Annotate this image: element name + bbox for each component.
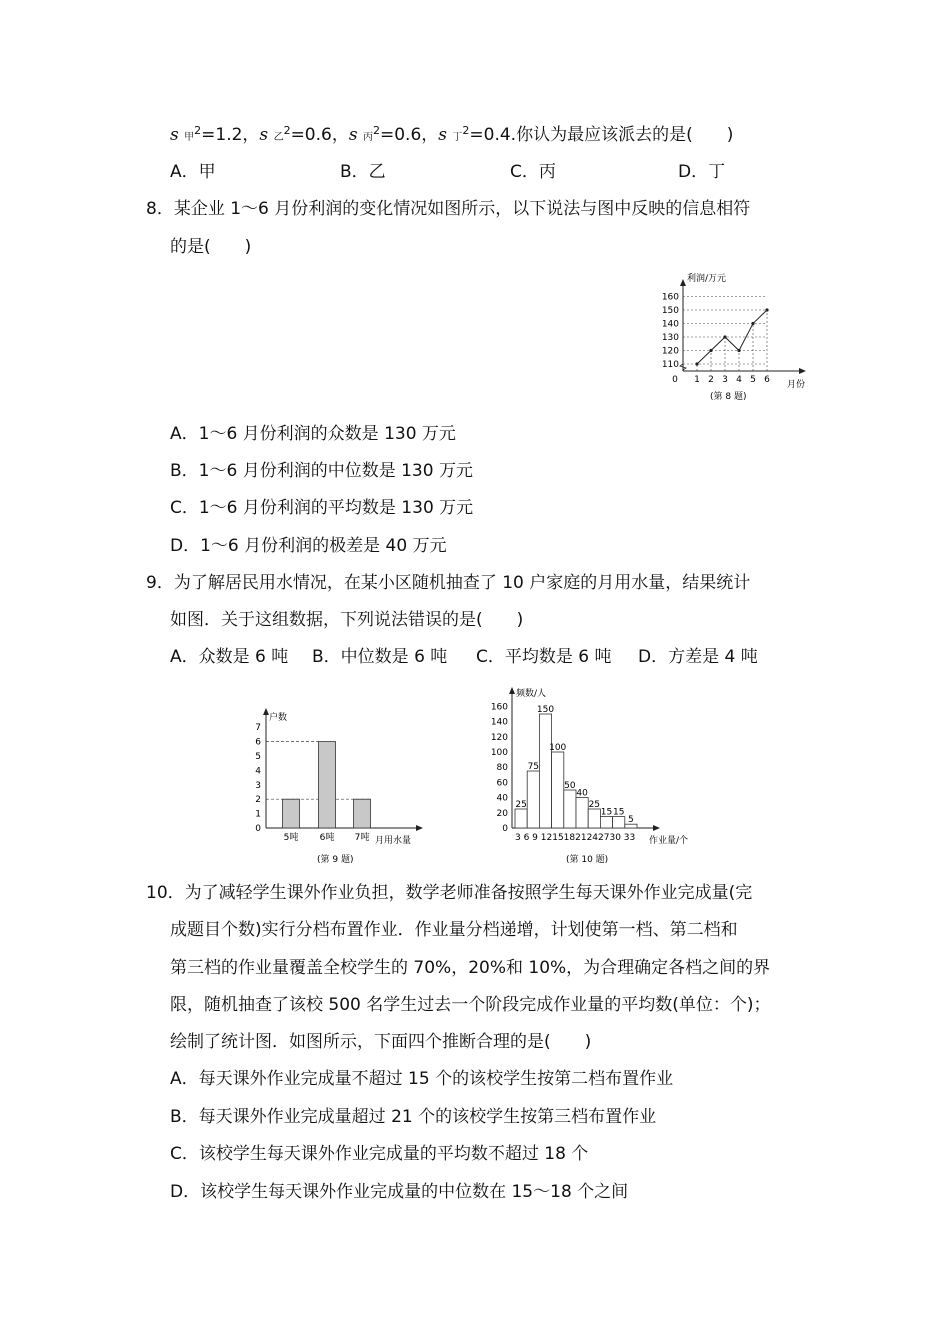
x-tick-label: 1 bbox=[694, 375, 700, 385]
y-tick-label: 140 bbox=[490, 717, 508, 728]
q10-stem-line5: 绘制了统计图．如图所示，下面四个推断合理的是( ) bbox=[170, 1032, 592, 1052]
value: =0.6， bbox=[379, 125, 439, 145]
y-tick-label: 2 bbox=[255, 795, 261, 806]
y-tick-label: 150 bbox=[661, 306, 679, 316]
q9-option-a[interactable]: A．众数是 6 吨 bbox=[170, 647, 289, 667]
superscript: 2 bbox=[372, 124, 380, 137]
value: =1.2， bbox=[201, 125, 260, 145]
y-tick-label: 140 bbox=[661, 319, 679, 330]
y-tick-label: 120 bbox=[490, 732, 508, 743]
x-axis-arrow bbox=[653, 825, 660, 831]
y-tick-label: 0 bbox=[502, 824, 508, 834]
histogram-bar bbox=[600, 817, 612, 828]
q10-stem-line1: 10．为了减轻学生课外作业负担，数学老师准备按照学生每天课外作业完成量(完 bbox=[146, 883, 753, 903]
bar-value-label: 25 bbox=[588, 800, 601, 810]
histogram-bar bbox=[613, 817, 625, 828]
q10-stem-line3: 第三档的作业量覆盖全校学生的 70%，20%和 10%，为合理确定各档之间的界 bbox=[170, 958, 771, 978]
q9-stem-line1: 9．为了解居民用水情况，在某小区随机抽查了 10 户家庭的月用水量，结果统计 bbox=[146, 573, 751, 593]
s-symbol: s bbox=[170, 125, 179, 145]
chart8-gridlines bbox=[683, 297, 767, 372]
q10-stem-line2: 成题目个数)实行分档布置作业．作业量分档递增，计划使第一档、第二档和 bbox=[170, 920, 738, 940]
q9-option-d[interactable]: D．方差是 4 吨 bbox=[638, 647, 758, 667]
histogram-bar bbox=[515, 809, 527, 828]
y-tick-label: 7 bbox=[255, 723, 261, 734]
y-tick-label: 6 bbox=[255, 737, 261, 748]
x-axis-label: 作业量/个 bbox=[649, 836, 689, 846]
y-tick-label: 60 bbox=[496, 778, 508, 789]
x-axis-arrow bbox=[799, 368, 806, 374]
q7-option-b[interactable]: B．乙 bbox=[340, 162, 386, 182]
y-axis-label: 频数/人 bbox=[516, 689, 547, 699]
x-axis-arrow bbox=[416, 825, 423, 831]
y-tick-label: 120 bbox=[661, 346, 679, 357]
q9-option-b[interactable]: B．中位数是 6 吨 bbox=[312, 647, 448, 667]
histogram-bar bbox=[588, 809, 600, 828]
bar-value-label: 25 bbox=[515, 800, 527, 810]
bar-value-label: 5 bbox=[628, 815, 634, 826]
bar-value-label: 100 bbox=[549, 743, 567, 753]
q10-histogram bbox=[478, 683, 708, 870]
x-tick-label: 3 bbox=[722, 375, 728, 385]
y-tick-label: 0 bbox=[255, 824, 261, 834]
y-tick-label: 160 bbox=[490, 702, 508, 713]
bar-value-label: 150 bbox=[536, 705, 555, 715]
subscript: 乙 bbox=[273, 132, 284, 143]
bar-value-label: 50 bbox=[564, 781, 576, 791]
q7-option-c[interactable]: C．丙 bbox=[510, 162, 556, 182]
q9-stem-line2: 如图．关于这组数据，下列说法错误的是( ) bbox=[170, 610, 524, 630]
histogram-bar bbox=[564, 790, 576, 828]
chart-caption: (第 9 题) bbox=[317, 855, 354, 865]
data-point bbox=[765, 308, 768, 311]
y-axis-arrow bbox=[680, 279, 686, 286]
q7-option-d[interactable]: D．丁 bbox=[678, 162, 726, 182]
bar-value-label: 15 bbox=[612, 807, 625, 818]
q8-option-d[interactable]: D．1～6 月份利润的极差是 40 万元 bbox=[170, 536, 447, 556]
q8-stem-line2: 的是( ) bbox=[170, 237, 252, 257]
data-point bbox=[723, 335, 726, 338]
q10-option-a[interactable]: A．每天课外作业完成量不超过 15 个的该校学生按第二档布置作业 bbox=[170, 1069, 674, 1089]
value: =0.6， bbox=[290, 125, 349, 145]
y-tick-label: 160 bbox=[661, 292, 679, 303]
y-axis-label: 利润/万元 bbox=[687, 274, 727, 284]
y-tick-label: 100 bbox=[490, 748, 508, 758]
subscript: 丁 bbox=[452, 132, 463, 143]
histogram-bar bbox=[576, 798, 588, 828]
value: =0.4.你认为最应该派去的是( ) bbox=[469, 125, 734, 145]
s-symbol: s bbox=[438, 125, 447, 145]
y-axis-arrow bbox=[509, 687, 515, 694]
superscript: 2 bbox=[194, 124, 202, 137]
x-tick-label: 5 bbox=[750, 375, 756, 385]
histogram-bar bbox=[552, 752, 564, 828]
q10-option-c[interactable]: C．该校学生每天课外作业完成量的平均数不超过 18 个 bbox=[170, 1144, 589, 1164]
x-axis-label: 月用水量 bbox=[375, 836, 412, 846]
x-tick-label: 0 bbox=[672, 375, 678, 385]
x-tick-label: 5吨 bbox=[283, 833, 299, 843]
q8-option-c[interactable]: C．1～6 月份利润的平均数是 130 万元 bbox=[170, 498, 474, 518]
y-tick-label: 80 bbox=[496, 763, 508, 774]
data-point bbox=[751, 322, 754, 325]
q10-option-b[interactable]: B．每天课外作业完成量超过 21 个的该校学生按第三档布置作业 bbox=[170, 1107, 657, 1127]
q7-variance-line bbox=[170, 124, 733, 149]
data-point bbox=[695, 362, 698, 365]
q7-option-a[interactable]: A．甲 bbox=[170, 162, 216, 182]
q10-option-d[interactable]: D．该校学生每天课外作业完成量的中位数在 15～18 个之间 bbox=[170, 1182, 629, 1202]
y-tick-label: 110 bbox=[661, 360, 679, 370]
chart-caption: (第 10 题) bbox=[566, 855, 609, 865]
subscript: 甲 bbox=[184, 132, 195, 143]
chart-caption: (第 8 题) bbox=[710, 392, 747, 402]
subscript: 丙 bbox=[362, 132, 373, 143]
x-tick-labels: 3 6 9 12151821242730 33 bbox=[515, 833, 636, 843]
x-axis-label: 月份 bbox=[787, 380, 806, 390]
y-tick-label: 5 bbox=[255, 752, 261, 762]
histogram-bar bbox=[527, 771, 539, 828]
q8-stem-line1: 8．某企业 1～6 月份利润的变化情况如图所示，以下说法与图中反映的信息相符 bbox=[146, 199, 751, 219]
superscript: 2 bbox=[462, 124, 470, 137]
superscript: 2 bbox=[283, 124, 291, 137]
data-point bbox=[737, 349, 740, 352]
y-tick-label: 4 bbox=[255, 766, 261, 777]
y-tick-label: 20 bbox=[496, 808, 508, 819]
s-symbol: s bbox=[348, 125, 358, 145]
x-tick-label: 6 bbox=[764, 375, 770, 385]
histogram-bar bbox=[539, 714, 551, 828]
y-tick-label: 40 bbox=[496, 793, 508, 804]
data-point bbox=[709, 349, 712, 352]
y-axis-label: 户数 bbox=[269, 713, 288, 723]
bar bbox=[354, 799, 371, 828]
x-tick-label: 4 bbox=[736, 375, 742, 385]
q8-option-b[interactable]: B．1～6 月份利润的中位数是 130 万元 bbox=[170, 461, 473, 481]
q9-bar-chart bbox=[245, 700, 435, 870]
x-tick-label: 7吨 bbox=[354, 833, 370, 843]
x-tick-label: 6吨 bbox=[319, 833, 335, 843]
y-tick-label: 1 bbox=[255, 809, 261, 820]
q10-stem-line4: 限，随机抽查了该校 500 名学生过去一个阶段完成作业量的平均数(单位：个)； bbox=[170, 995, 771, 1015]
q8-line-chart bbox=[650, 265, 820, 410]
y-tick-label: 3 bbox=[255, 780, 261, 791]
q8-option-a[interactable]: A．1～6 月份利润的众数是 130 万元 bbox=[170, 424, 456, 444]
y-tick-label: 130 bbox=[661, 333, 679, 343]
bar bbox=[283, 799, 300, 828]
bar-value-label: 15 bbox=[600, 807, 613, 818]
bar bbox=[319, 742, 336, 828]
bar-value-label: 75 bbox=[527, 762, 540, 772]
x-tick-label: 2 bbox=[708, 375, 714, 385]
bar-value-label: 40 bbox=[576, 788, 588, 799]
s-symbol: s bbox=[259, 125, 269, 145]
q9-option-c[interactable]: C．平均数是 6 吨 bbox=[476, 647, 612, 667]
